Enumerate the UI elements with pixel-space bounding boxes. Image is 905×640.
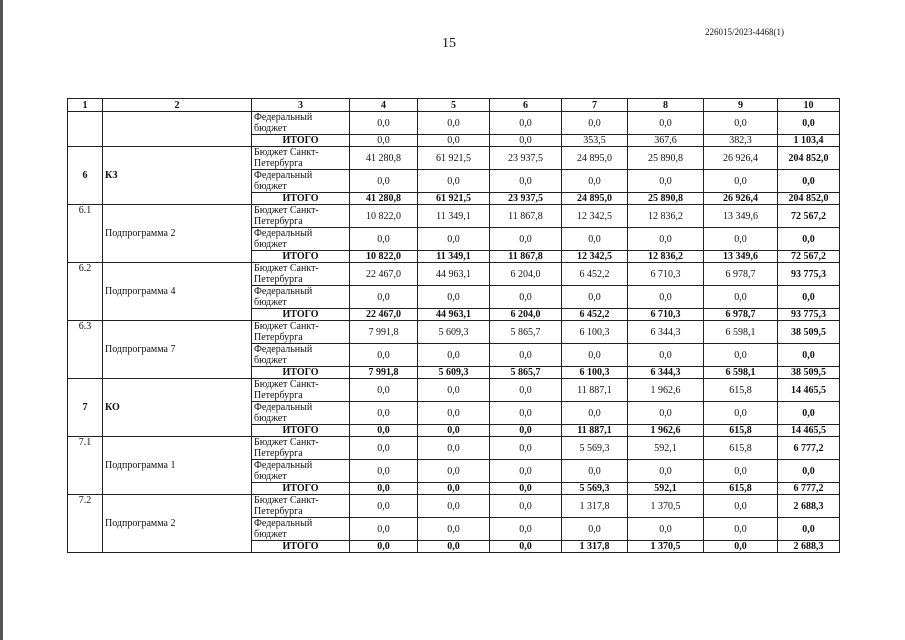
value-cell: 0,0: [350, 228, 418, 251]
value-cell: 0,0: [562, 286, 628, 309]
value-cell: 10 822,0: [350, 251, 418, 263]
value-cell: 0,0: [628, 112, 704, 135]
value-cell: 0,0: [562, 170, 628, 193]
value-cell: 6 598,1: [704, 321, 778, 344]
total-label: ИТОГО: [252, 251, 350, 263]
value-cell: 0,0: [562, 518, 628, 541]
value-cell: 0,0: [778, 402, 840, 425]
spb-budget-label: Бюджет Санкт-Петербурга: [252, 205, 350, 228]
row-index: 6: [68, 147, 103, 205]
value-cell: 5 569,3: [562, 437, 628, 460]
total-label: ИТОГО: [252, 309, 350, 321]
value-cell: 23 937,5: [490, 193, 562, 205]
federal-budget-label: Федеральный бюджет: [252, 228, 350, 251]
value-cell: 11 887,1: [562, 425, 628, 437]
value-cell: 41 280,8: [350, 147, 418, 170]
value-cell: 0,0: [704, 170, 778, 193]
value-cell: 0,0: [350, 460, 418, 483]
column-header: 7: [562, 99, 628, 112]
page-edge-shadow: [0, 0, 3, 640]
column-header: 10: [778, 99, 840, 112]
value-cell: 13 349,6: [704, 205, 778, 228]
column-header: 2: [103, 99, 252, 112]
value-cell: 93 775,3: [778, 263, 840, 286]
table-row: [68, 321, 840, 344]
value-cell: 0,0: [418, 425, 490, 437]
value-cell: 0,0: [418, 344, 490, 367]
value-cell: 0,0: [704, 541, 778, 553]
value-cell: 5 865,7: [490, 321, 562, 344]
table-row: [68, 379, 840, 402]
value-cell: 367,6: [628, 135, 704, 147]
federal-budget-label: Федеральный бюджет: [252, 344, 350, 367]
value-cell: 14 465,5: [778, 425, 840, 437]
column-header: 8: [628, 99, 704, 112]
value-cell: 382,3: [704, 135, 778, 147]
value-cell: 24 895,0: [562, 147, 628, 170]
value-cell: 0,0: [490, 437, 562, 460]
value-cell: 0,0: [350, 518, 418, 541]
page-number: 15: [442, 36, 456, 51]
value-cell: 615,8: [704, 425, 778, 437]
value-cell: 24 895,0: [562, 193, 628, 205]
table-row: [68, 112, 840, 135]
value-cell: 0,0: [350, 425, 418, 437]
table-row: [68, 495, 840, 518]
value-cell: 26 926,4: [704, 147, 778, 170]
federal-budget-label: Федеральный бюджет: [252, 402, 350, 425]
value-cell: 592,1: [628, 483, 704, 495]
value-cell: 0,0: [418, 437, 490, 460]
value-cell: 6 777,2: [778, 437, 840, 460]
program-name: Подпрограмма 2: [103, 205, 252, 263]
total-label: ИТОГО: [252, 135, 350, 147]
value-cell: 0,0: [704, 402, 778, 425]
value-cell: 1 370,5: [628, 495, 704, 518]
value-cell: 1 317,8: [562, 541, 628, 553]
value-cell: 0,0: [628, 460, 704, 483]
program-name: КЗ: [103, 147, 252, 205]
value-cell: 0,0: [490, 425, 562, 437]
spb-budget-label: Бюджет Санкт-Петербурга: [252, 495, 350, 518]
value-cell: 6 100,3: [562, 367, 628, 379]
value-cell: 0,0: [490, 344, 562, 367]
value-cell: 0,0: [628, 170, 704, 193]
column-header: 3: [252, 99, 350, 112]
value-cell: 1 317,8: [562, 495, 628, 518]
value-cell: 6 344,3: [628, 321, 704, 344]
value-cell: 6 710,3: [628, 309, 704, 321]
value-cell: 0,0: [490, 379, 562, 402]
value-cell: 592,1: [628, 437, 704, 460]
value-cell: 6 204,0: [490, 263, 562, 286]
value-cell: 5 865,7: [490, 367, 562, 379]
value-cell: 6 710,3: [628, 263, 704, 286]
value-cell: 22 467,0: [350, 309, 418, 321]
value-cell: 72 567,2: [778, 205, 840, 228]
value-cell: 0,0: [628, 228, 704, 251]
spb-budget-label: Бюджет Санкт-Петербурга: [252, 147, 350, 170]
total-label: ИТОГО: [252, 483, 350, 495]
value-cell: 38 509,5: [778, 321, 840, 344]
value-cell: 11 887,1: [562, 379, 628, 402]
table-row: [68, 147, 840, 170]
value-cell: 0,0: [778, 112, 840, 135]
federal-budget-label: Федеральный бюджет: [252, 170, 350, 193]
value-cell: 5 609,3: [418, 367, 490, 379]
value-cell: 0,0: [704, 460, 778, 483]
value-cell: 12 836,2: [628, 251, 704, 263]
value-cell: 7 991,8: [350, 367, 418, 379]
column-header: 1: [68, 99, 103, 112]
program-name: КО: [103, 379, 252, 437]
row-index: 7: [68, 379, 103, 437]
value-cell: 12 342,5: [562, 205, 628, 228]
value-cell: 10 822,0: [350, 205, 418, 228]
value-cell: 1 370,5: [628, 541, 704, 553]
spb-budget-label: Бюджет Санкт-Петербурга: [252, 379, 350, 402]
value-cell: 5 609,3: [418, 321, 490, 344]
table-row: [68, 263, 840, 286]
value-cell: 25 890,8: [628, 193, 704, 205]
value-cell: 5 569,3: [562, 483, 628, 495]
value-cell: 0,0: [490, 518, 562, 541]
value-cell: 6 452,2: [562, 309, 628, 321]
value-cell: 44 963,1: [418, 263, 490, 286]
value-cell: 11 867,8: [490, 251, 562, 263]
value-cell: 0,0: [490, 460, 562, 483]
value-cell: 0,0: [418, 402, 490, 425]
value-cell: 2 688,3: [778, 495, 840, 518]
value-cell: 0,0: [350, 379, 418, 402]
spb-budget-label: Бюджет Санкт-Петербурга: [252, 321, 350, 344]
value-cell: 0,0: [418, 228, 490, 251]
value-cell: 0,0: [778, 344, 840, 367]
total-label: ИТОГО: [252, 541, 350, 553]
value-cell: 6 452,2: [562, 263, 628, 286]
value-cell: 61 921,5: [418, 147, 490, 170]
value-cell: 0,0: [704, 495, 778, 518]
federal-budget-label: Федеральный бюджет: [252, 112, 350, 135]
value-cell: 0,0: [350, 286, 418, 309]
value-cell: 0,0: [628, 344, 704, 367]
value-cell: 0,0: [562, 344, 628, 367]
value-cell: 0,0: [350, 437, 418, 460]
value-cell: 0,0: [490, 402, 562, 425]
value-cell: 0,0: [628, 402, 704, 425]
value-cell: 0,0: [490, 112, 562, 135]
value-cell: 0,0: [778, 286, 840, 309]
spb-budget-label: Бюджет Санкт-Петербурга: [252, 263, 350, 286]
value-cell: 14 465,5: [778, 379, 840, 402]
table-row: [68, 437, 840, 460]
total-label: ИТОГО: [252, 425, 350, 437]
value-cell: 353,5: [562, 135, 628, 147]
total-label: ИТОГО: [252, 193, 350, 205]
document-id: 226015/2023-4468(1): [705, 27, 784, 37]
value-cell: 6 100,3: [562, 321, 628, 344]
value-cell: 26 926,4: [704, 193, 778, 205]
value-cell: 61 921,5: [418, 193, 490, 205]
value-cell: 44 963,1: [418, 309, 490, 321]
value-cell: 22 467,0: [350, 263, 418, 286]
value-cell: 0,0: [490, 495, 562, 518]
value-cell: 0,0: [418, 541, 490, 553]
column-header: 5: [418, 99, 490, 112]
value-cell: 7 991,8: [350, 321, 418, 344]
value-cell: 0,0: [418, 483, 490, 495]
value-cell: 6 978,7: [704, 263, 778, 286]
column-header: 4: [350, 99, 418, 112]
value-cell: 2 688,3: [778, 541, 840, 553]
value-cell: 0,0: [350, 170, 418, 193]
value-cell: 0,0: [704, 518, 778, 541]
value-cell: 6 344,3: [628, 367, 704, 379]
value-cell: 0,0: [778, 518, 840, 541]
row-index: [68, 112, 103, 147]
federal-budget-label: Федеральный бюджет: [252, 286, 350, 309]
value-cell: 72 567,2: [778, 251, 840, 263]
value-cell: 38 509,5: [778, 367, 840, 379]
value-cell: 25 890,8: [628, 147, 704, 170]
value-cell: 0,0: [704, 228, 778, 251]
value-cell: 0,0: [418, 379, 490, 402]
value-cell: 6 777,2: [778, 483, 840, 495]
value-cell: 0,0: [704, 112, 778, 135]
row-index: 7.2: [68, 495, 103, 553]
value-cell: 0,0: [628, 286, 704, 309]
value-cell: 41 280,8: [350, 193, 418, 205]
budget-table: [67, 98, 840, 553]
program-name: Подпрограмма 7: [103, 321, 252, 379]
value-cell: 0,0: [418, 286, 490, 309]
value-cell: 1 962,6: [628, 425, 704, 437]
row-index: 7.1: [68, 437, 103, 495]
value-cell: 0,0: [490, 483, 562, 495]
value-cell: 6 204,0: [490, 309, 562, 321]
value-cell: 0,0: [418, 518, 490, 541]
value-cell: 0,0: [418, 112, 490, 135]
value-cell: 12 342,5: [562, 251, 628, 263]
value-cell: 1 103,4: [778, 135, 840, 147]
value-cell: 0,0: [490, 541, 562, 553]
value-cell: 0,0: [628, 518, 704, 541]
value-cell: 0,0: [350, 112, 418, 135]
value-cell: 23 937,5: [490, 147, 562, 170]
value-cell: 6 978,7: [704, 309, 778, 321]
value-cell: 615,8: [704, 483, 778, 495]
value-cell: 204 852,0: [778, 147, 840, 170]
value-cell: 1 962,6: [628, 379, 704, 402]
value-cell: 13 349,6: [704, 251, 778, 263]
federal-budget-label: Федеральный бюджет: [252, 518, 350, 541]
program-name: Подпрограмма 2: [103, 495, 252, 553]
value-cell: 11 867,8: [490, 205, 562, 228]
value-cell: 0,0: [562, 228, 628, 251]
value-cell: 615,8: [704, 437, 778, 460]
value-cell: 0,0: [562, 112, 628, 135]
value-cell: 0,0: [350, 344, 418, 367]
row-index: 6.3: [68, 321, 103, 379]
value-cell: 0,0: [562, 460, 628, 483]
value-cell: 0,0: [704, 286, 778, 309]
value-cell: 0,0: [704, 344, 778, 367]
value-cell: 0,0: [490, 170, 562, 193]
value-cell: 0,0: [490, 135, 562, 147]
spb-budget-label: Бюджет Санкт-Петербурга: [252, 437, 350, 460]
value-cell: 0,0: [350, 135, 418, 147]
row-index: 6.2: [68, 263, 103, 321]
value-cell: 0,0: [562, 402, 628, 425]
value-cell: 0,0: [350, 541, 418, 553]
program-name: Подпрограмма 1: [103, 437, 252, 495]
table-row: [68, 205, 840, 228]
value-cell: 6 598,1: [704, 367, 778, 379]
value-cell: 0,0: [350, 495, 418, 518]
value-cell: 0,0: [350, 483, 418, 495]
program-name: [103, 112, 252, 147]
value-cell: 12 836,2: [628, 205, 704, 228]
value-cell: 0,0: [418, 170, 490, 193]
value-cell: 0,0: [778, 460, 840, 483]
table-header-row: [68, 99, 840, 112]
value-cell: 11 349,1: [418, 205, 490, 228]
federal-budget-label: Федеральный бюджет: [252, 460, 350, 483]
value-cell: 0,0: [490, 286, 562, 309]
total-label: ИТОГО: [252, 367, 350, 379]
row-index: 6.1: [68, 205, 103, 263]
column-header: 9: [704, 99, 778, 112]
value-cell: 615,8: [704, 379, 778, 402]
column-header: 6: [490, 99, 562, 112]
program-name: Подпрограмма 4: [103, 263, 252, 321]
value-cell: 0,0: [350, 402, 418, 425]
value-cell: 93 775,3: [778, 309, 840, 321]
value-cell: 0,0: [778, 228, 840, 251]
value-cell: 0,0: [418, 460, 490, 483]
value-cell: 0,0: [418, 495, 490, 518]
value-cell: 11 349,1: [418, 251, 490, 263]
value-cell: 0,0: [490, 228, 562, 251]
value-cell: 0,0: [778, 170, 840, 193]
value-cell: 204 852,0: [778, 193, 840, 205]
value-cell: 0,0: [418, 135, 490, 147]
